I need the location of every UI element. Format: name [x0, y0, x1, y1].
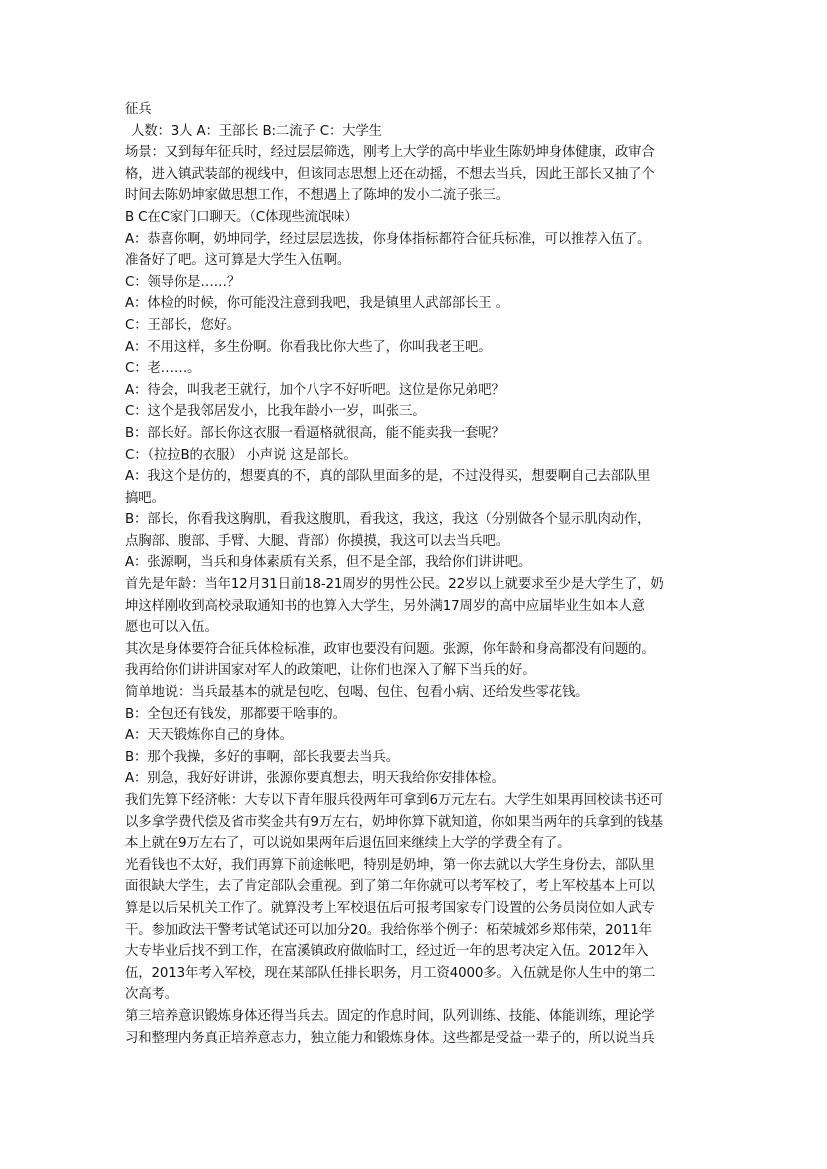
text-line: C：领导你是……？ [125, 274, 241, 290]
cast-list: 人数：3人 A：王部长 B:二流子 C：大学生 [131, 123, 382, 139]
text-line: B：全包还有钱发，那都要干啥事的。 [125, 706, 346, 722]
text-line: 习和整理内务真正培养意志力，独立能力和锻炼身体。这些都是受益一辈子的，所以说当兵 [125, 1030, 655, 1046]
text-line: A：张源啊，当兵和身体素质有关系，但不是全部，我给你们讲讲吧。 [125, 555, 532, 571]
document-title: 征兵 [125, 102, 152, 117]
text-line: 搞吧。 [125, 490, 165, 506]
text-line: 以多拿学费代偿及省市奖金共有9万左右，奶坤你算下就知道，你如果当两年的兵拿到的钱基 [125, 814, 663, 830]
text-line: 次高考。 [125, 987, 178, 1003]
text-line: C：（拉拉B的衣服） 小声说 这是部长。 [125, 447, 357, 463]
text-line: A：体检的时候，你可能没注意到我吧，我是镇里人武部部长王 。 [125, 296, 509, 312]
text-line: B：部长好。部长你这衣服一看逼格就很高，能不能卖我一套呢？ [125, 425, 505, 441]
text-line: 伍，2013年考入军校，现在某部队任排长职务，月工资4000多。入伍就是你人生中的第二 [125, 965, 656, 981]
text-line: 其次是身体要符合征兵体检标准，政审也要没有问题。张源，你年龄和身高都没有问题的。 [125, 641, 655, 657]
text-line: 第三培养意识锻炼身体还得当兵去。固定的作息时间，队列训练、技能、体能训练，理论学 [125, 1008, 655, 1024]
text-line: 场景：又到每年征兵时，经过层层筛选，刚考上大学的高中毕业生陈奶坤身体健康，政审合 [125, 145, 655, 161]
text-line: 时间去陈奶坤家做思想工作，不想遇上了陈坤的发小二流子张三。 [125, 188, 509, 204]
text-line: A：别急，我好好讲讲，张源你要真想去，明天我给你安排体检。 [125, 771, 505, 787]
text-line: 光看钱也不太好，我们再算下前途帐吧，特别是奶坤，第一你去就以大学生身份去，部队里 [125, 857, 655, 873]
text-line: 大专毕业后找不到工作，在富溪镇政府做临时工，经过近一年的思考决定入伍。2012年入 [125, 944, 649, 960]
text-line: A：我这个是仿的，想要真的不，真的部队里面多的是，不过没得买，想要啊自己去部队里 [125, 469, 651, 485]
text-line: 准备好了吧。这可算是大学生入伍啊。 [125, 253, 351, 269]
text-line: A：待会，叫我老王就行，加个八字不好听吧。这位是你兄弟吧？ [125, 382, 505, 398]
text-line: 简单地说：当兵最基本的就是包吃、包喝、包住、包看小病、还给发些零花钱。 [125, 685, 589, 701]
text-line: 面很缺大学生，去了肯定部队会重视。到了第二年你就可以考军校了，考上军校基本上可以 [125, 879, 655, 895]
text-line: 干。参加政法干警考试笔试还可以加分20。我给你举个例子：柘荣城郊乡郑伟荣，2011年 [125, 922, 652, 938]
text-line: 点胸部、腹部、手臂、大腿、背部）你摸摸，我这可以去当兵吧。 [125, 533, 509, 549]
text-line: C：老……。 [125, 361, 201, 377]
text-line: B：部长，你看我这胸肌，看我这腹肌，看我这，我这，我这（分别做各个显示肌肉动作， [125, 512, 651, 528]
text-line: C：这个是我邻居发小，比我年龄小一岁，叫张三。 [125, 404, 426, 420]
text-line: 愿也可以入伍。 [125, 620, 218, 636]
document-page [125, 99, 705, 1049]
text-line: 首先是年龄：当年12月31日前18-21周岁的男性公民。22岁以上就要求至少是大学生了，奶 [125, 577, 664, 593]
text-line: 本上就在9万左右了，可以说如果两年后退伍回来继续上大学的学费全有了。 [125, 836, 571, 852]
text-line: A：天天锻炼你自己的身体。 [125, 728, 293, 744]
text-line: 格，进入镇武装部的视线中，但该同志思想上还在动摇，不想去当兵，因此王部长又抽了个 [125, 166, 655, 182]
text-line: A：恭喜你啊，奶坤同学，经过层层选拔，你身体指标都符合征兵标准，可以推荐入伍了。 [125, 231, 651, 247]
text-line: 坤这样刚收到高校录取通知书的也算入大学生，另外满17周岁的高中应届毕业生如本人意 [125, 598, 645, 614]
text-line: 算是以后呆机关工作了。就算没考上军校退伍后可报考国家专门设置的公务员岗位如人武专 [125, 900, 655, 916]
text-line: A：不用这样，多生份啊。你看我比你大些了，你叫我老王吧。 [125, 339, 492, 355]
text-line: 我再给你们讲讲国家对军人的政策吧，让你们也深入了解下当兵的好。 [125, 663, 536, 679]
text-line: C：王部长，您好。 [125, 317, 241, 333]
text-line: 我们先算下经济帐：大专以下青年服兵役两年可拿到6万元左右。大学生如果再回校读书还可 [125, 793, 663, 808]
text-line: B：那个我操，多好的事啊，部长我要去当兵。 [125, 749, 399, 765]
text-line: B C在C家门口聊天。（C体现些流氓味） [125, 209, 358, 225]
